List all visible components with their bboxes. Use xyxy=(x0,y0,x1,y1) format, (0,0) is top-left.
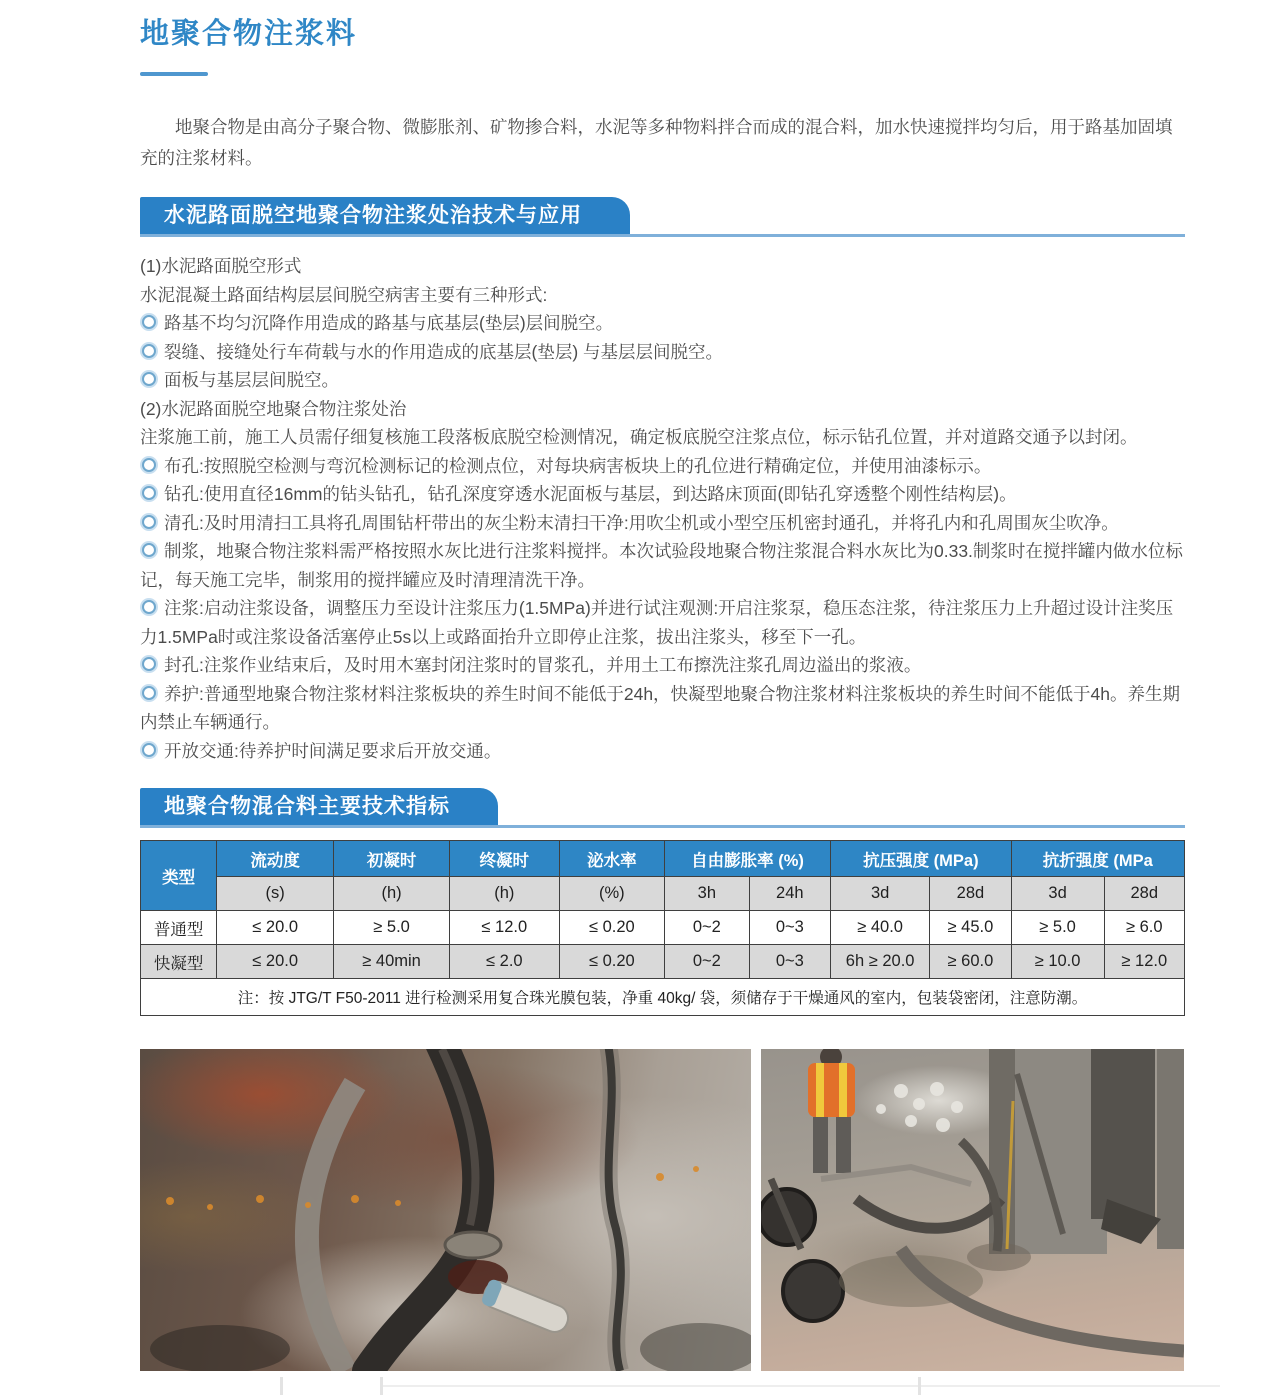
bullet-line: 布孔:按照脱空检测与弯沉检测标记的检测点位，对每块病害板块上的孔位进行精确定位，并使用油漆标示。 xyxy=(140,452,1185,481)
ring-bullet-icon xyxy=(142,657,156,671)
bullet-line: 封孔:注浆作业结束后，及时用木塞封闭注浆时的冒浆孔，并用土工布擦洗注浆孔周边溢出的浆液。 xyxy=(140,651,1185,680)
technical-spec-table xyxy=(140,840,1185,1016)
bullet-line: 清孔:及时用清扫工具将孔周围钻杆带出的灰尘粉末清扫干净:用吹尘机或小型空压机密封通孔，并将孔内和孔周围灰尘吹净。 xyxy=(140,509,1185,538)
cell: 6h ≥ 20.0 xyxy=(831,945,930,979)
cell: ≥ 45.0 xyxy=(930,911,1011,945)
ring-bullet-icon xyxy=(142,543,156,557)
sub-header: (%) xyxy=(559,877,664,911)
title-underline-decoration xyxy=(140,72,208,76)
cell: ≥ 5.0 xyxy=(334,911,450,945)
photo-left-illustration xyxy=(140,1049,751,1371)
cell: ≤ 2.0 xyxy=(450,945,560,979)
cell: 0~2 xyxy=(665,945,750,979)
machine-dark-panel-shape xyxy=(1091,1049,1155,1219)
cell: ≥ 40min xyxy=(334,945,450,979)
cell: ≥ 10.0 xyxy=(1011,945,1104,979)
sub-header: 28d xyxy=(1104,877,1184,911)
col-header: 初凝时 xyxy=(334,841,450,877)
cell: ≥ 60.0 xyxy=(930,945,1011,979)
section1-header-rule xyxy=(140,197,1185,237)
photo-worksite xyxy=(761,1049,1184,1371)
cell: 0~2 xyxy=(665,911,750,945)
text-line: (2)水泥路面脱空地聚合物注浆处治 xyxy=(140,398,407,419)
hose-shape xyxy=(856,1199,1001,1228)
cell: ≥ 12.0 xyxy=(1104,945,1184,979)
cell: ≤ 20.0 xyxy=(217,911,334,945)
ring-bullet-icon xyxy=(142,315,156,329)
sub-header: 3d xyxy=(1011,877,1104,911)
sub-header: 28d xyxy=(930,877,1011,911)
bullet-line: 制浆，地聚合物注浆料需严格按照水灰比进行注浆料搅拌。本次试验段地聚合物注浆混合料水灰比为0.33.制浆时在搅拌罐内做水位标记，每天施工完毕，制浆用的搅拌罐应及时清理清洗干净。 xyxy=(140,541,1183,590)
light-pipe-shape xyxy=(307,1084,355,1371)
cell: ≤ 0.20 xyxy=(559,911,664,945)
text-line: 注浆施工前，施工人员需仔细复核施工段落板底脱空检测情况，确定板底脱空注浆点位，标示钻孔位置，并对道路交通予以封闭。 xyxy=(140,427,1138,447)
scan-artifact xyxy=(380,1385,1220,1387)
section1-header: 水泥路面脱空地聚合物注浆处治技术与应用 xyxy=(140,197,630,234)
stones-pile xyxy=(876,1082,963,1132)
cell: ≤ 0.20 xyxy=(559,945,664,979)
ring-bullet-icon xyxy=(142,686,156,700)
ring-bullet-icon xyxy=(142,486,156,500)
photo-row xyxy=(140,1049,1185,1371)
dark-patch-shape xyxy=(150,1325,290,1371)
table-row xyxy=(141,945,1185,979)
sub-header: 3d xyxy=(831,877,930,911)
cell: 普通型 xyxy=(141,911,217,945)
table-subheader-row xyxy=(141,877,1185,911)
photo-right-illustration xyxy=(761,1049,1184,1371)
ring-bullet-icon xyxy=(142,458,156,472)
ring-bullet-icon xyxy=(142,600,156,614)
sub-header: (h) xyxy=(450,877,560,911)
bullet-line: 路基不均匀沉降作用造成的路基与底基层(垫层)层间脱空。 xyxy=(140,309,1185,338)
cell: ≥ 5.0 xyxy=(1011,911,1104,945)
page-title: 地聚合物注浆料 xyxy=(140,18,358,50)
bullet-line: 养护:普通型地聚合物注浆材料注浆板块的养生时间不能低于24h，快凝型地聚合物注浆材料注浆板块的养生时间不能低于4h。养生期内禁止车辆通行。 xyxy=(140,683,1181,732)
col-header: 泌水率 xyxy=(559,841,664,877)
bullet-line: 裂缝、接缝处行车荷载与水的作用造成的底基层(垫层) 与基层层间脱空。 xyxy=(140,338,1185,367)
bullet-line: 钻孔:使用直径16mm的钻头钻孔，钻孔深度穿透水泥面板与基层，到达路床顶面(即钻孔穿透整个刚性结构层)。 xyxy=(140,480,1185,509)
page-bottom-margin xyxy=(140,1371,1185,1397)
col-header: 抗折强度 (MPa xyxy=(1011,841,1184,877)
photo-grouting-hole xyxy=(140,1049,751,1371)
table-row xyxy=(141,911,1185,945)
ring-bullet-icon xyxy=(142,344,156,358)
cell: ≥ 40.0 xyxy=(831,911,930,945)
sub-header: (h) xyxy=(334,877,450,911)
bullet-line: 开放交通:待养护时间满足要求后开放交通。 xyxy=(140,737,1185,766)
text-line: (1)水泥路面脱空形式 xyxy=(140,256,302,276)
ring-bullet-icon xyxy=(142,372,156,386)
col-header: 抗压强度 (MPa) xyxy=(831,841,1012,877)
dark-patch-shape xyxy=(640,1323,751,1371)
section1-body xyxy=(140,252,1185,765)
bullet-line: 注浆:启动注浆设备，调整压力至设计注浆压力(1.5MPa)并进行试注观测:开启注浆泵，稳压态注浆，待注浆压力上升超过设计注奖压力1.5MPa时或注浆设备活塞停止5s以上或路面抬升立即停止注浆，拔出注浆头，移至下一孔。 xyxy=(140,598,1174,647)
machine-edge-shape xyxy=(1157,1049,1184,1249)
ring-bullet-icon xyxy=(142,743,156,757)
col-header: 流动度 xyxy=(217,841,334,877)
bullet-line: 面板与基层层间脱空。 xyxy=(140,366,1185,395)
cell: 0~3 xyxy=(749,911,830,945)
section2-header-rule xyxy=(140,788,1185,828)
table-note-row xyxy=(141,979,1185,1016)
cell: 0~3 xyxy=(749,945,830,979)
intro-paragraph: 地聚合物是由高分子聚合物、微膨胀剂、矿物掺合料，水泥等多种物料拌合而成的混合料，加水快速搅拌均匀后，用于路基加固填充的注浆材料。 xyxy=(140,117,1173,168)
col-header-type: 类型 xyxy=(141,841,217,911)
col-header: 自由膨胀率 (%) xyxy=(665,841,831,877)
spray-can-shape xyxy=(480,1278,572,1336)
col-header: 终凝时 xyxy=(450,841,560,877)
worker-figure xyxy=(808,1049,855,1173)
text-line: 水泥混凝土路面结构层层间脱空病害主要有三种形式: xyxy=(140,284,548,305)
table-header-row xyxy=(141,841,1185,877)
sub-header: (s) xyxy=(217,877,334,911)
cell: 快凝型 xyxy=(141,945,217,979)
injection-fitting-shape xyxy=(445,1232,501,1258)
sub-header: 3h xyxy=(665,877,750,911)
section2-header: 地聚合物混合料主要技术指标 xyxy=(140,788,498,825)
sub-header: 24h xyxy=(749,877,830,911)
scan-artifact xyxy=(280,1377,283,1395)
cell: ≤ 20.0 xyxy=(217,945,334,979)
cell: ≤ 12.0 xyxy=(450,911,560,945)
cell: ≥ 6.0 xyxy=(1104,911,1184,945)
table-note: 注：按 JTG/T F50-2011 进行检测采用复合珠光膜包装，净重 40kg/ 袋，须储存于干燥通风的室内，包装袋密闭，注意防潮。 xyxy=(141,979,1185,1016)
ring-bullet-icon xyxy=(142,515,156,529)
cart-wheels xyxy=(761,1179,843,1321)
